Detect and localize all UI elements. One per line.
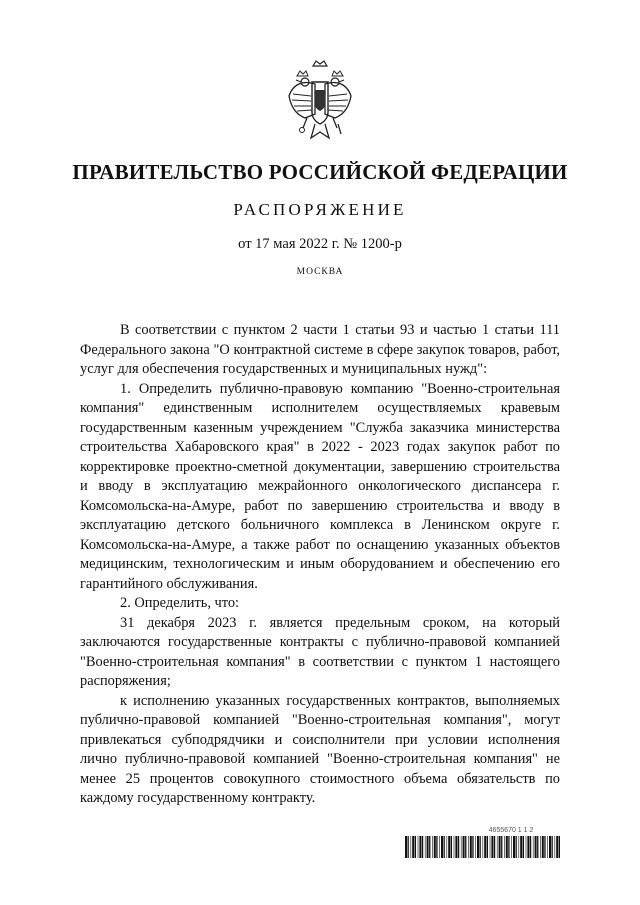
document-body <box>80 321 560 809</box>
document-date-number: от 17 мая 2022 г. № 1200-р <box>238 236 402 252</box>
body-paragraph-subcontractors: к исполнению указанных государственных контрактов, выполняемых публично-правовой компанией "Военно-строительная компания", могут привлекаться субподрядчики и соисполнители при условии исполнения лично публично-правовой компанией "Военно-строительная компания" не менее 25 процентов совокупного стоимостного объема обязательств по каждому государственному контракту. <box>80 692 560 806</box>
coat-of-arms-icon <box>285 60 355 144</box>
document-city: МОСКВА <box>296 267 344 277</box>
barcode-number: 4655670 1 1 2 <box>488 827 534 834</box>
document-type: РАСПОРЯЖЕНИЕ <box>233 200 407 219</box>
barcode-icon <box>405 836 560 858</box>
organization-title: ПРАВИТЕЛЬСТВО РОССИЙСКОЙ ФЕДЕРАЦИИ <box>72 160 568 184</box>
body-paragraph-item-2: 2. Определить, что: <box>120 595 240 611</box>
body-paragraph-preamble: В соответствии с пунктом 2 части 1 статьи 93 и частью 1 статьи 111 Федерального закона "О контрактной системе в сфере закупок товаров, работ, услуг для обеспечения государственных и муниципальных нужд": <box>80 322 560 377</box>
body-paragraph-item-1: 1. Определить публично-правовую компанию "Военно-строительная компания" единственным исполнителем осуществляемых кравевым государственным казенным учреждением "Служба заказчика министерства строительства Хабаровского края" в 2022 - 2023 годах закупок работ по корректировке проектно-сметной документации, завершению строительства и вводу в эксплуатацию межрайонного онкологического диспансера г. Комсомольска-на-Амуре, работ по завершению строительства и вводу в эксплуатацию детского больничного комплекса в Ленинском округе г. Комсомольска-на-Амуре, а также работ по оснащению указанных объектов медицинским, технологическим и иным оборудованием и обеспечению его гарантийного обслуживания. <box>80 380 560 592</box>
body-paragraph-deadline: 31 декабря 2023 г. является предельным сроком, на который заключаются государственные контракты с публично-правовой компанией "Военно-строительная компания" в соответствии с пунктом 1 настоящего распоряжения; <box>80 614 560 689</box>
